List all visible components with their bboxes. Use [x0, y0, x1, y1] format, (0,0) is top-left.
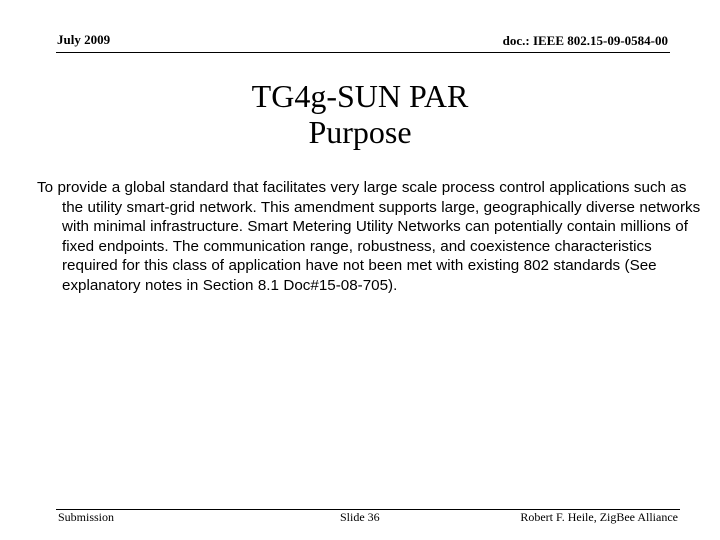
slide-title — [0, 78, 720, 150]
slide-title-line1: TG4g-SUN PAR — [251, 78, 469, 114]
slide-title-line2: Purpose — [308, 114, 412, 150]
footer-author: Robert F. Heile, ZigBee Alliance — [520, 510, 678, 524]
body-paragraph: To provide a global standard that facilitates very large scale process control applications such as the utility smart-grid network. This amendment supports large, geographically diverse networks with minimal infrastructure. Smart Metering Utility Networks can potentially contain millions of fixed endpoints. The communication range, robustness, and coexistence characteristics required for this class of application have not been met with existing 802 standards (See explanatory notes in Section 8.1 Doc#15-08-705). — [37, 179, 701, 294]
header-doc-id: doc.: IEEE 802.15-09-0584-00 — [502, 33, 668, 48]
header-date: July 2009 — [57, 32, 111, 47]
footer-slide-number: Slide 36 — [340, 510, 380, 524]
header-divider — [56, 52, 670, 53]
footer-submission: Submission — [58, 510, 115, 524]
